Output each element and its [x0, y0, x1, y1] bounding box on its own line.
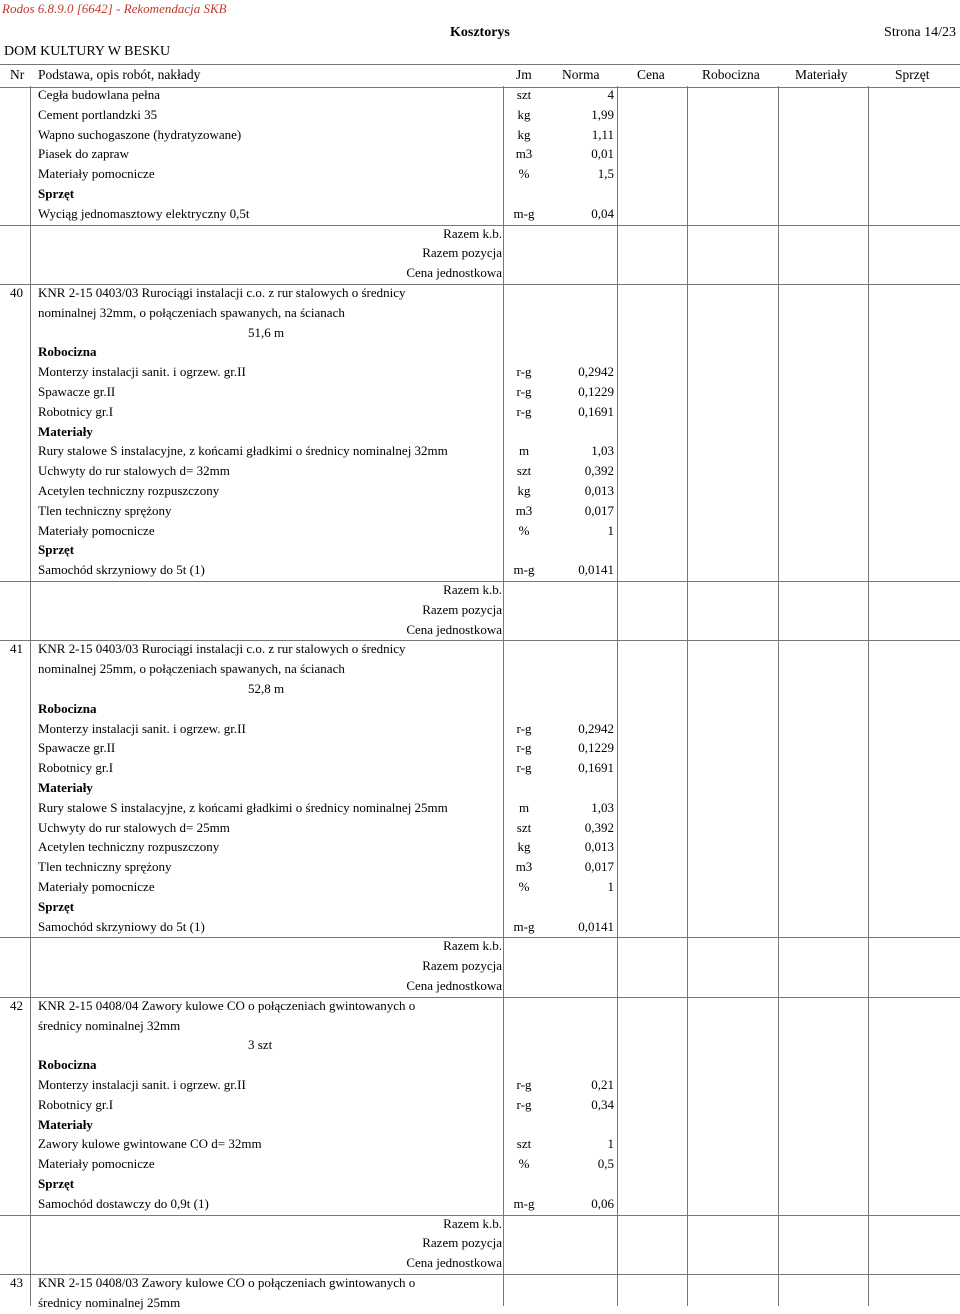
table-row-section: [0, 1116, 960, 1136]
item-norm: 0,1229: [578, 740, 614, 756]
client-name: DOM KULTURY W BESKU: [4, 44, 171, 59]
table-row: [0, 918, 960, 938]
summary-label: Razem k.b.: [443, 582, 502, 597]
section-label: Robocizna: [38, 344, 97, 360]
item-norm: 1: [607, 879, 614, 894]
table-row-section: [0, 541, 960, 561]
col-materialy: Materiały: [795, 67, 848, 82]
item-description: Monterzy instalacji sanit. i ogrzew. gr.II: [38, 720, 246, 736]
item-norm: 0,392: [584, 819, 614, 835]
item-unit: szt: [516, 1136, 532, 1152]
table-row: [0, 1096, 960, 1116]
item-description: Cegła budowlana pełna: [38, 87, 161, 102]
app-title: Rodos 6.8.9.0 [6642] - Rekomendacja SKB: [2, 1, 227, 16]
table-row: [0, 482, 960, 502]
item-norm: 0,34: [591, 1096, 614, 1112]
column-header: [0, 64, 960, 88]
table-row-section: [0, 185, 960, 205]
table-row: [0, 86, 960, 106]
table-row: [0, 878, 960, 898]
position-quantity: 52,8 m: [248, 681, 285, 696]
item-norm: 0,1229: [578, 384, 614, 399]
table-row: [0, 205, 960, 225]
summary-label: Cena jednostkowa: [406, 265, 502, 281]
col-cena: Cena: [637, 67, 665, 82]
item-unit: r-g: [516, 720, 532, 736]
position-description: KNR 2-15 0403/03 Rurociągi instalacji c.o. z rur stalowych o średnicy: [38, 285, 406, 300]
table-row-summary: [0, 244, 960, 264]
section-label: Materiały: [38, 1116, 93, 1132]
table-row-section: [0, 898, 960, 918]
table-row: [0, 838, 960, 858]
item-description: Wapno suchogaszone (hydratyzowane): [38, 126, 242, 142]
item-unit: r-g: [516, 364, 532, 380]
item-norm: 0,01: [591, 146, 614, 162]
item-norm: 1,5: [597, 166, 614, 182]
table-row-pos: [0, 1274, 960, 1294]
item-unit: m-g: [513, 562, 535, 578]
item-description: Robotnicy gr.I: [38, 403, 114, 419]
position-quantity: 51,6 m: [248, 324, 285, 340]
item-norm: 0,013: [584, 483, 614, 498]
item-description: Materiały pomocnicze: [38, 879, 155, 894]
item-description: Samochód skrzyniowy do 5t (1): [38, 562, 205, 578]
table-row: [0, 462, 960, 482]
item-unit: szt: [516, 87, 532, 102]
item-unit: r-g: [516, 1096, 532, 1112]
item-description: Uchwyty do rur stalowych d= 25mm: [38, 819, 230, 835]
item-description: Spawacze gr.II: [38, 740, 116, 756]
col-jm: Jm: [516, 67, 532, 82]
table-row: [0, 858, 960, 878]
table-row: [0, 522, 960, 542]
table-row-section: [0, 1056, 960, 1076]
item-description: Wyciąg jednomasztowy elektryczny 0,5t: [38, 205, 250, 221]
item-norm: 1: [607, 522, 614, 538]
item-description: Tlen techniczny sprężony: [38, 502, 172, 518]
col-robocizna: Robocizna: [702, 67, 760, 82]
table-row-posc: [0, 660, 960, 680]
item-norm: 0,06: [591, 1195, 614, 1211]
table-row: [0, 145, 960, 165]
position-number: 40: [10, 285, 23, 300]
item-description: Rury stalowe S instalacyjne, z końcami gładkimi o średnicy nominalnej 32mm: [38, 443, 448, 459]
table-row: [0, 126, 960, 146]
item-norm: 1,99: [591, 106, 614, 122]
position-description: KNR 2-15 0403/03 Rurociągi instalacji c.o. z rur stalowych o średnicy: [38, 641, 406, 657]
table-row-summary: [0, 264, 960, 284]
table-row: [0, 759, 960, 779]
section-label: Sprzęt: [38, 898, 75, 914]
item-unit: m-g: [513, 1195, 535, 1211]
item-description: Spawacze gr.II: [38, 384, 116, 399]
summary-label: Razem k.b.: [443, 1215, 502, 1231]
item-unit: kg: [517, 106, 531, 122]
item-description: Monterzy instalacji sanit. i ogrzew. gr.II: [38, 364, 246, 380]
col-nr: Nr: [10, 67, 25, 82]
position-description: nominalnej 32mm, o połączeniach spawanych, na ścianach: [38, 304, 345, 320]
table-row: [0, 502, 960, 522]
col-norma: Norma: [562, 67, 600, 82]
position-number: 43: [10, 1275, 23, 1290]
section-label: Materiały: [38, 780, 93, 795]
table-row-posc: [0, 1017, 960, 1037]
table-row-posc: [0, 304, 960, 324]
table-row-summary: [0, 1215, 960, 1235]
summary-label: Razem pozycja: [422, 1235, 502, 1251]
item-unit: kg: [517, 839, 531, 855]
col-opis: Podstawa, opis robót, nakłady: [38, 67, 201, 82]
table-row-summary: [0, 581, 960, 601]
item-description: Uchwyty do rur stalowych d= 32mm: [38, 463, 230, 479]
item-norm: 1,03: [591, 799, 614, 815]
section-label: Sprzęt: [38, 542, 75, 558]
position-description: KNR 2-15 0408/04 Zawory kulowe CO o połączeniach gwintowanych o: [38, 997, 416, 1013]
table-row: [0, 442, 960, 462]
item-description: Acetylen techniczny rozpuszczony: [38, 483, 220, 498]
item-unit: %: [518, 166, 530, 182]
table-row-section: [0, 700, 960, 720]
table-row: [0, 165, 960, 185]
item-description: Piasek do zapraw: [38, 146, 129, 162]
table-row: [0, 106, 960, 126]
item-unit: kg: [517, 483, 531, 498]
item-description: Robotnicy gr.I: [38, 1096, 114, 1112]
item-unit: r-g: [516, 384, 532, 399]
item-description: Materiały pomocnicze: [38, 1156, 155, 1172]
table-row: [0, 561, 960, 581]
cost-table: [0, 86, 960, 1310]
item-norm: 0,5: [597, 1156, 614, 1172]
item-unit: m: [518, 799, 530, 815]
table-row-summary: [0, 1254, 960, 1274]
section-label: Robocizna: [38, 700, 97, 716]
table-row-section: [0, 343, 960, 363]
table-row-section: [0, 779, 960, 799]
table-row-summary: [0, 977, 960, 997]
section-label: Materiały: [38, 423, 93, 439]
position-quantity: 3 szt: [248, 1037, 273, 1053]
document-title: Kosztorys: [450, 25, 510, 40]
table-row-qty: [0, 1036, 960, 1056]
item-norm: 0,1691: [578, 760, 614, 776]
item-norm: 0,0141: [578, 918, 614, 934]
summary-label: Razem pozycja: [422, 245, 502, 261]
item-unit: m3: [515, 502, 533, 518]
table-row: [0, 1076, 960, 1096]
item-description: Robotnicy gr.I: [38, 760, 114, 776]
table-row-summary: [0, 225, 960, 245]
item-unit: m3: [515, 146, 533, 162]
item-norm: 0,013: [584, 839, 614, 855]
table-row-qty: [0, 324, 960, 344]
item-description: Rury stalowe S instalacyjne, z końcami gładkimi o średnicy nominalnej 25mm: [38, 799, 448, 815]
table-row: [0, 1155, 960, 1175]
table-row-qty: [0, 680, 960, 700]
position-description: nominalnej 25mm, o połączeniach spawanych, na ścianach: [38, 661, 345, 677]
summary-label: Razem k.b.: [443, 938, 502, 954]
table-row: [0, 799, 960, 819]
item-unit: m: [518, 443, 530, 459]
item-unit: szt: [516, 819, 532, 835]
item-unit: r-g: [516, 1077, 532, 1092]
table-row-summary: [0, 601, 960, 621]
summary-label: Razem k.b.: [443, 225, 502, 241]
table-row-pos: [0, 640, 960, 660]
item-description: Materiały pomocnicze: [38, 522, 155, 538]
item-norm: 1,03: [591, 443, 614, 459]
item-norm: 0,2942: [578, 364, 614, 380]
item-norm: 0,392: [584, 463, 614, 479]
item-description: Cement portlandzki 35: [38, 106, 158, 122]
item-norm: 0,0141: [578, 562, 614, 578]
item-norm: 1,11: [591, 126, 614, 142]
item-norm: 1: [607, 1136, 614, 1152]
table-row-section: [0, 1175, 960, 1195]
item-description: Tlen techniczny sprężony: [38, 859, 172, 875]
item-unit: szt: [516, 463, 532, 479]
position-description: średnicy nominalnej 32mm: [38, 1017, 181, 1033]
table-row-pos: [0, 284, 960, 304]
section-label: Sprzęt: [38, 186, 75, 201]
table-row: [0, 720, 960, 740]
table-row-summary: [0, 621, 960, 641]
col-sprzet: Sprzęt: [895, 67, 930, 82]
item-unit: m-g: [513, 918, 535, 934]
position-description: średnicy nominalnej 25mm: [38, 1294, 181, 1310]
position-number: 41: [10, 641, 23, 657]
item-norm: 0,2942: [578, 720, 614, 736]
item-unit: r-g: [516, 740, 532, 756]
item-unit: %: [518, 879, 530, 894]
table-row-summary: [0, 957, 960, 977]
table-row: [0, 819, 960, 839]
table-row: [0, 1135, 960, 1155]
item-norm: 4: [607, 87, 614, 102]
item-norm: 0,04: [591, 205, 614, 221]
summary-label: Cena jednostkowa: [406, 621, 502, 637]
table-row: [0, 383, 960, 403]
position-description: KNR 2-15 0408/03 Zawory kulowe CO o połączeniach gwintowanych o: [38, 1275, 416, 1290]
table-row: [0, 363, 960, 383]
summary-label: Cena jednostkowa: [406, 978, 502, 993]
item-unit: m3: [515, 859, 533, 875]
item-unit: %: [518, 522, 530, 538]
table-row-summary: [0, 937, 960, 957]
item-description: Samochód skrzyniowy do 5t (1): [38, 918, 205, 934]
item-description: Zawory kulowe gwintowane CO d= 32mm: [38, 1136, 262, 1152]
table-row-section: [0, 423, 960, 443]
item-unit: m-g: [513, 205, 535, 221]
item-norm: 0,017: [584, 502, 614, 518]
item-norm: 0,21: [591, 1077, 614, 1092]
page-number: Strona 14/23: [884, 25, 956, 40]
item-description: Acetylen techniczny rozpuszczony: [38, 839, 220, 855]
summary-label: Cena jednostkowa: [406, 1255, 502, 1271]
item-norm: 0,1691: [578, 403, 614, 419]
item-unit: r-g: [516, 760, 532, 776]
item-description: Monterzy instalacji sanit. i ogrzew. gr.II: [38, 1077, 246, 1092]
section-label: Robocizna: [38, 1057, 97, 1073]
item-unit: kg: [517, 126, 531, 142]
summary-label: Razem pozycja: [422, 958, 502, 974]
table-row: [0, 739, 960, 759]
summary-label: Razem pozycja: [422, 601, 502, 617]
item-norm: 0,017: [584, 859, 614, 875]
item-unit: r-g: [516, 403, 532, 419]
item-description: Samochód dostawczy do 0,9t (1): [38, 1195, 209, 1211]
item-unit: %: [518, 1156, 530, 1172]
table-row-posc: [0, 1294, 960, 1314]
table-row-pos: [0, 997, 960, 1017]
table-row: [0, 403, 960, 423]
item-description: Materiały pomocnicze: [38, 166, 155, 182]
table-row: [0, 1195, 960, 1215]
section-label: Sprzęt: [38, 1176, 75, 1191]
table-row-summary: [0, 1234, 960, 1254]
position-number: 42: [10, 997, 23, 1013]
